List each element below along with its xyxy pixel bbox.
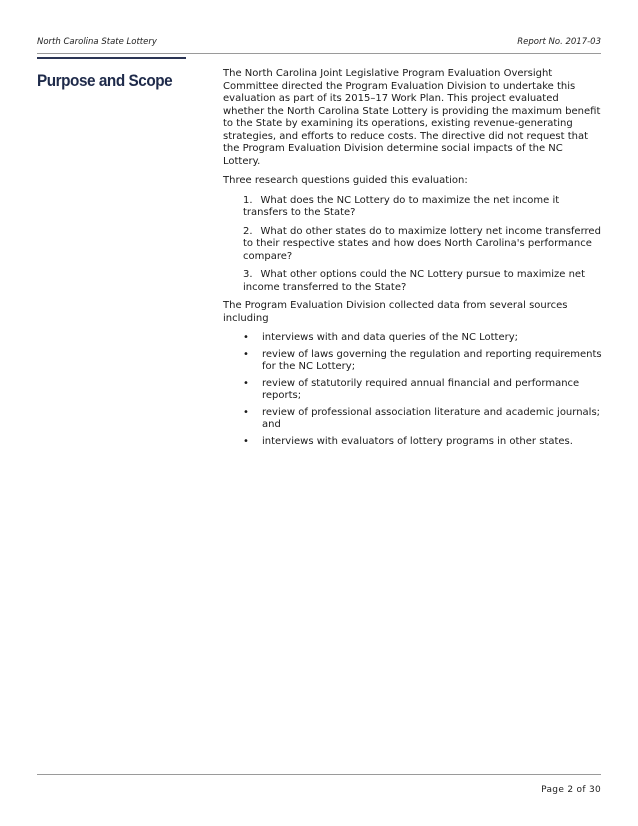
- list-item-text: interviews with and data queries of the NC Lottery;: [262, 332, 519, 343]
- research-question: [243, 226, 603, 264]
- bullet-icon: •: [243, 377, 249, 389]
- questions-lead: Three research questions guided this evaluation:: [223, 175, 468, 186]
- list-item-text: review of statutorily required annual financial and performance reports;: [262, 377, 580, 401]
- intro-paragraph: The North Carolina Joint Legislative Program Evaluation Oversight Committee directed the Program Evaluation Division to undertake this evaluation as part of its 2015–17 Work Plan. This project evaluated whether the North Carolina State Lottery is providing the maximum benefit to the State by examining its operations, existing revenue-generating strategies, and efforts to reduce costs. The directive did not request that the Program Evaluation Division determine social impacts of the NC Lottery.: [223, 68, 601, 167]
- list-item: [243, 436, 603, 449]
- question-number: 1.: [243, 194, 253, 206]
- research-question: [243, 195, 603, 220]
- section-title: Purpose and Scope: [37, 71, 173, 90]
- sources-list: [223, 332, 603, 448]
- list-item: [243, 349, 603, 374]
- list-item-text: review of professional association literature and academic journals; and: [262, 406, 601, 430]
- bullet-icon: •: [243, 435, 249, 447]
- bullet-icon: •: [243, 406, 249, 418]
- question-number: 2.: [243, 225, 253, 237]
- question-text: What do other states do to maximize lottery net income transferred to their respective states and how does North Carolina's performance compare?: [243, 225, 601, 262]
- list-item: [243, 378, 603, 403]
- header-report-name: North Carolina State Lottery: [37, 37, 157, 47]
- question-number: 3.: [243, 269, 253, 280]
- page-number: Page 2 of 30: [541, 785, 601, 795]
- header-report-number: Report No. 2017-03: [517, 37, 601, 47]
- question-text: What does the NC Lottery do to maximize the net income it transfers to the State?: [243, 194, 560, 218]
- list-item: [243, 407, 603, 432]
- body-text: [223, 68, 603, 452]
- sources-lead: The Program Evaluation Division collected data from several sources including: [223, 300, 568, 324]
- footer-divider: [37, 774, 601, 775]
- bullet-icon: •: [243, 348, 249, 360]
- list-item: [243, 332, 603, 345]
- list-item-text: interviews with evaluators of lottery programs in other states.: [262, 435, 573, 447]
- header-divider: [37, 53, 601, 54]
- bullet-icon: •: [243, 332, 249, 343]
- question-text: What other options could the NC Lottery pursue to maximize net income transferred to the State?: [243, 269, 586, 293]
- list-item-text: review of laws governing the regulation and reporting requirements for the NC Lottery;: [262, 348, 602, 372]
- research-question: [243, 269, 603, 294]
- section-title-bar: [37, 57, 186, 59]
